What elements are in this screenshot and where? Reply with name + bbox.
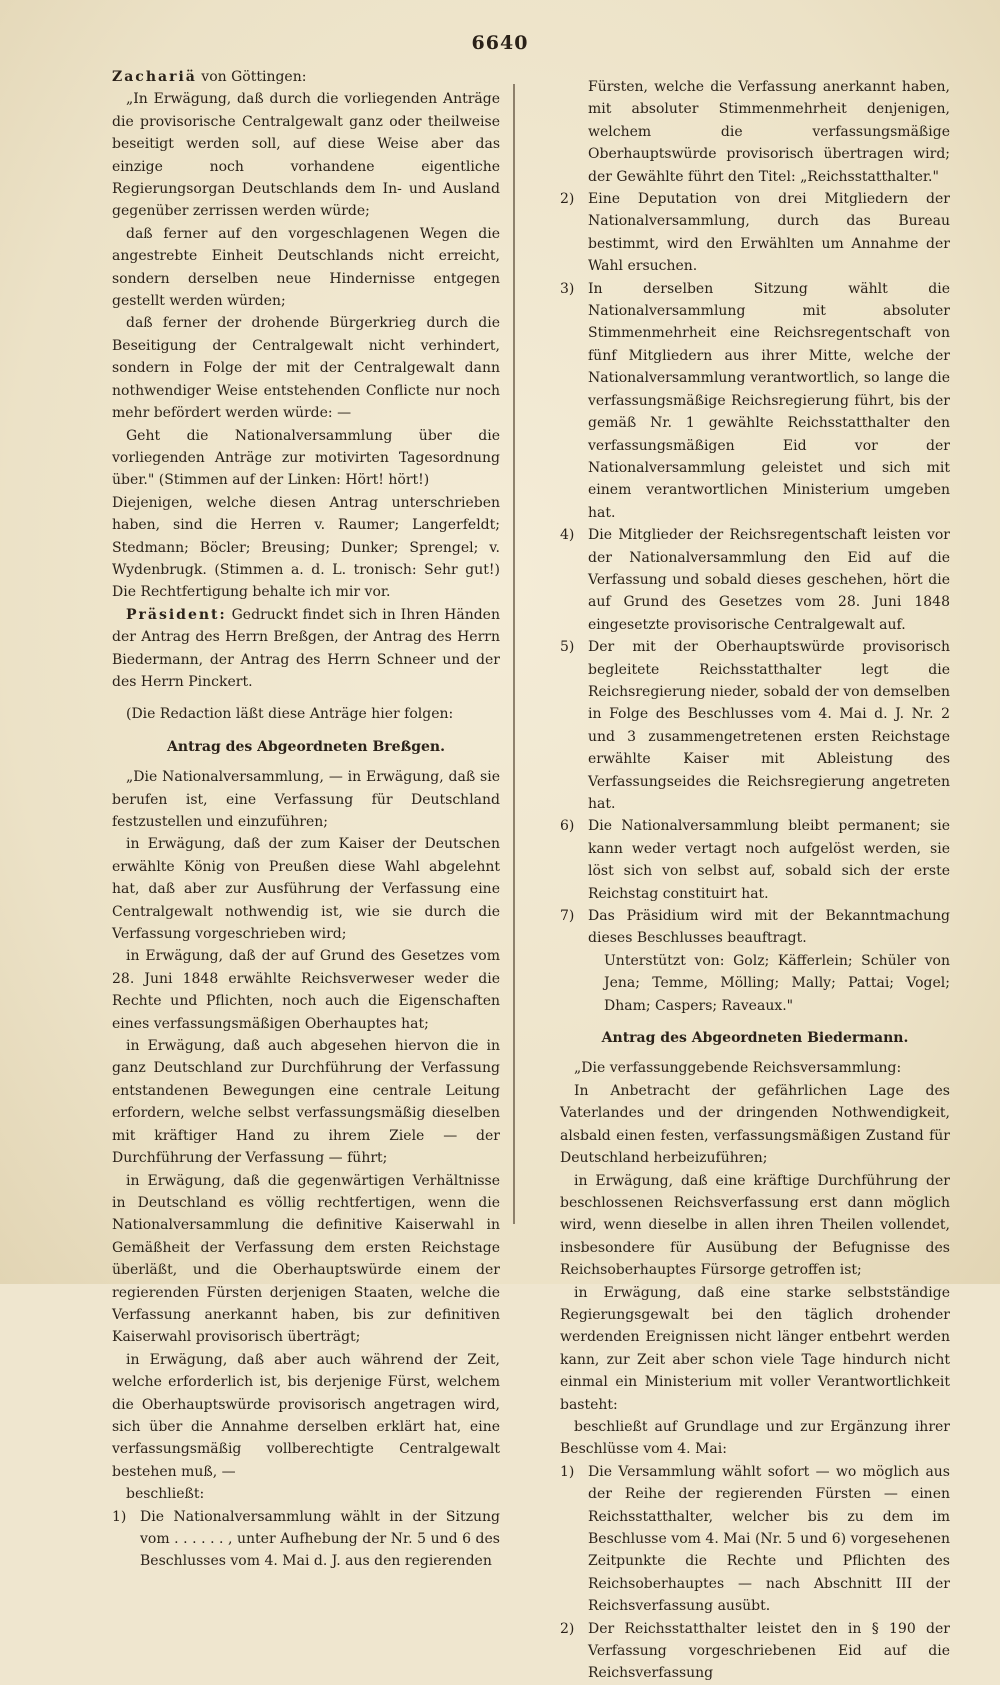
item-text: Die Mitglieder der Reichsregentschaft leisten vor der Nationalversammlung den Eid auf die Verfassung und sobald dieses geschehen, hört die auf Grund des Gesetzes vom 28. Juni 1848 eingesetzte provisorische Centralgewalt auf. — [588, 527, 950, 633]
redaction-note: (Die Redaction läßt diese Anträge hier folgen: — [126, 706, 454, 723]
paragraph: daß ferner der drohende Bürgerkrieg durch die Beseitigung der Centralgewalt nicht verhindert, sondern in Folge der mit der Centralgewalt dann nothwendiger Weise entstehenden Conflicte nur noch mehr befördert werden würde: — — [112, 315, 500, 422]
numbered-item — [560, 1618, 950, 1685]
paragraph: beschließt auf Grundlage und zur Ergänzung ihrer Beschlüsse vom 4. Mai: — [560, 1418, 950, 1458]
item-text: Der Reichsstatthalter leistet den in § 190 der Verfassung vorgeschriebenen Eid auf die Reichsverfassung — [588, 1620, 950, 1682]
item-text: Eine Deputation von drei Mitgliedern der Nationalversammlung, durch das Bureau bestimmt, wird den Erwählten um Annahme der Wahl ersuchen. — [588, 191, 950, 275]
paragraph: in Erwägung, daß der zum Kaiser der Deutschen erwählte König von Preußen diese Wahl abgelehnt hat, daß aber zur Ausführung der Verfassung eine Centralgewalt nothwendig ist, wie sie durch die Verfassung vorgeschrieben wird; — [112, 836, 500, 943]
paragraph: „Die Nationalversammlung, — in Erwägung, daß sie berufen ist, eine Verfassung für Deutschland festzustellen und einzuführen; — [112, 769, 500, 830]
numbered-item — [560, 905, 950, 950]
item-text: Der mit der Oberhauptswürde provisorisch begleitete Reichsstatthalter legt die Reichsregierung nieder, sobald der von demselben in Folge des Beschlusses vom 4. Mai d. J. Nr. 2 und 3 zusammengetretenen ersten Reichstage erwählte Kaiser mit Ableistung des Verfassungseides die Reichsregierung angetreten hat. — [588, 639, 950, 812]
paragraph: „Die verfassunggebende Reichsversammlung: — [574, 1060, 902, 1077]
president-statement — [112, 604, 500, 694]
item-text: Die Nationalversammlung wählt in der Sitzung vom . . . . . . , unter Aufhebung der Nr. 5 und 6 des Beschlusses vom 4. Mai d. J. aus den regierenden — [140, 1508, 500, 1570]
president-label: Präsident: — [126, 606, 227, 623]
right-column — [560, 76, 950, 1685]
paragraph: in Erwägung, daß eine kräftige Durchführung der beschlossenen Reichsverfassung erst dann möglich wird, wenn dieselbe in allen ihren Theilen vollendet, insbesondere für Ausübung der Befugnisse des Reichsoberhauptes Fürsorge getroffen ist; — [560, 1172, 950, 1279]
paragraph: Diejenigen, welche diesen Antrag unterschrieben haben, sind die Herren v. Raumer; Langerfeldt; Stedmann; Böcler; Breusing; Dunker; Sprengel; v. Wydenbrugk. (Stimmen a. d. L. tronisch: Sehr gut!) Die Rechtfertigung behalte ich mir vor. — [112, 494, 500, 601]
president-text: Gedruckt findet sich in Ihren Händen der Antrag des Herrn Breßgen, der Antrag des Herrn Biedermann, der Antrag des Herrn Schneer und der des Herrn Pinckert. — [112, 606, 500, 690]
paragraph: Geht die Nationalversammlung über die vorliegenden Anträge zur motivirten Tagesordnung über." (Stimmen auf der Linken: Hört! hört!) — [112, 427, 500, 489]
numbered-item — [560, 815, 950, 905]
motion-heading: Antrag des Abgeordneten Breßgen. — [167, 738, 445, 755]
speaker-line — [112, 66, 500, 88]
speaker-place: von Göttingen: — [196, 69, 307, 85]
speaker-name: Zachariä — [112, 69, 197, 85]
item-text: In derselben Sitzung wählt die Nationalversammlung mit absoluter Stimmenmehrheit eine Reichsregentschaft von fünf Mitgliedern aus ihrer Mitte, welche der Nationalversammlung verantwortlich, so lange die verfassungsmäßige Reichsregierung führt, bis der gemäß Nr. 1 gewählte Reichsstatthalter den verfassungsmäßigen Eid vor der Nationalversammlung geleistet und sich mit einem verantwortlichen Ministerium umgeben hat. — [588, 280, 950, 521]
paragraph: daß ferner auf den vorgeschlagenen Wegen die angestrebte Einheit Deutschlands nicht erreicht, sondern derselben neue Hindernisse entgegen gestellt werden würden; — [112, 225, 500, 310]
page-number: 6640 — [471, 32, 529, 54]
item-number: 2) — [560, 1620, 575, 1637]
column-divider — [513, 84, 515, 1224]
item-text: Die Versammlung wählt sofort — wo möglich aus der Reihe der regierenden Fürsten — einen Reichsstatthalter, welcher bis zu dem im Beschlusse vom 4. Mai (Nr. 5 und 6) vorgesehenen Zeitpunkte die Rechte und Pflichten des Reichsoberhauptes — nach Abschnitt III der Reichsverfassung ausübt. — [588, 1463, 950, 1615]
motion-heading: Antrag des Abgeordneten Biedermann. — [601, 1030, 909, 1047]
item-number: 3) — [560, 280, 575, 297]
numbered-item — [560, 1461, 950, 1618]
supporters: Unterstützt von: Golz; Käfferlein; Schüler von Jena; Temme, Mölling; Mally; Pattai; Vogel; Dham; Caspers; Raveaux." — [604, 952, 950, 1014]
item-text: Das Präsidium wird mit der Bekanntmachung dieses Beschlusses beauftragt. — [588, 908, 950, 947]
numbered-item — [560, 278, 950, 524]
numbered-item — [112, 1506, 500, 1573]
item-number: 7) — [560, 908, 575, 925]
left-column — [112, 66, 500, 1573]
numbered-item — [560, 524, 950, 636]
paragraph: In Anbetracht der gefährlichen Lage des Vaterlandes und der dringenden Nothwendigkeit, alsbald einen festen, verfassungsmäßigen Zustand für Deutschland herbeizuführen; — [560, 1082, 950, 1167]
item-number: 1) — [112, 1508, 127, 1525]
paragraph: „In Erwägung, daß durch die vorliegenden Anträge die provisorische Centralgewalt ganz oder theilweise beseitigt werden soll, auf diese Weise aber das einzige noch vorhandene eigentliche Regierungsorgan Deutschlands dem In- und Ausland gegenüber zerrissen werden würde; — [112, 91, 500, 220]
item-text: Die Nationalversammlung bleibt permanent; sie kann weder vertagt noch aufgelöst werden, sie löst sich von selbst auf, sobald sich der erste Reichstag constituirt hat. — [588, 818, 950, 902]
numbered-item — [560, 636, 950, 815]
paragraph: Fürsten, welche die Verfassung anerkannt haben, mit absoluter Stimmenmehrheit denjenigen, welchem die verfassungsmäßige Oberhauptswürde provisorisch übertragen wird; der Gewählte führt den Titel: „Reichsstatthalter." — [588, 79, 950, 185]
paragraph: beschließt: — [126, 1486, 205, 1503]
paragraph: in Erwägung, daß der auf Grund des Gesetzes vom 28. Juni 1848 erwählte Reichsverweser weder die Rechte und Pflichten, noch auch die Eigenschaften eines verfassungsmäßigen Oberhauptes hat; — [112, 948, 500, 1032]
paragraph: in Erwägung, daß eine starke selbstständige Regierungsgewalt bei den täglich drohender werdenden Ereignissen nicht länger entbehrt werden kann, zur Zeit aber schon viele Tage hindurch nicht einmal ein Ministerium mit voller Verantwortlichkeit basteht: — [560, 1284, 950, 1413]
item-number: 2) — [560, 191, 575, 208]
item-number: 5) — [560, 639, 575, 656]
item-number: 1) — [560, 1463, 575, 1480]
item-number: 4) — [560, 527, 575, 544]
numbered-item — [560, 188, 950, 278]
paragraph: in Erwägung, daß die gegenwärtigen Verhältnisse in Deutschland es völlig rechtfertigen, wenn die Nationalversammlung die definitive Kaiserwahl in Gemäßheit der Verfassung dem ersten Reichstage überläßt, und die Oberhauptswürde einem der regierenden Fürsten derjenigen Staaten, welche die Verfassung anerkannt haben, bis zur definitiven Kaiserwahl provisorisch überträgt; — [112, 1172, 500, 1346]
item-number: 6) — [560, 818, 575, 835]
paragraph: in Erwägung, daß aber auch während der Zeit, welche erforderlich ist, bis derjenige Fürst, welchem die Oberhauptswürde provisorisch angetragen wird, sich über die Annahme derselben erklärt hat, eine verfassungsmäßig vollberechtigte Centralgewalt bestehen muß, — — [112, 1351, 500, 1480]
paragraph: in Erwägung, daß auch abgesehen hiervon die in ganz Deutschland zur Durchführung der Verfassung entstandenen Bewegungen eine centrale Leitung erfordern, welche selbst verfassungsmäßig dieselben mit kräftiger Hand zu ihrem Ziele — der Durchführung der Verfassung — führt; — [112, 1038, 500, 1167]
